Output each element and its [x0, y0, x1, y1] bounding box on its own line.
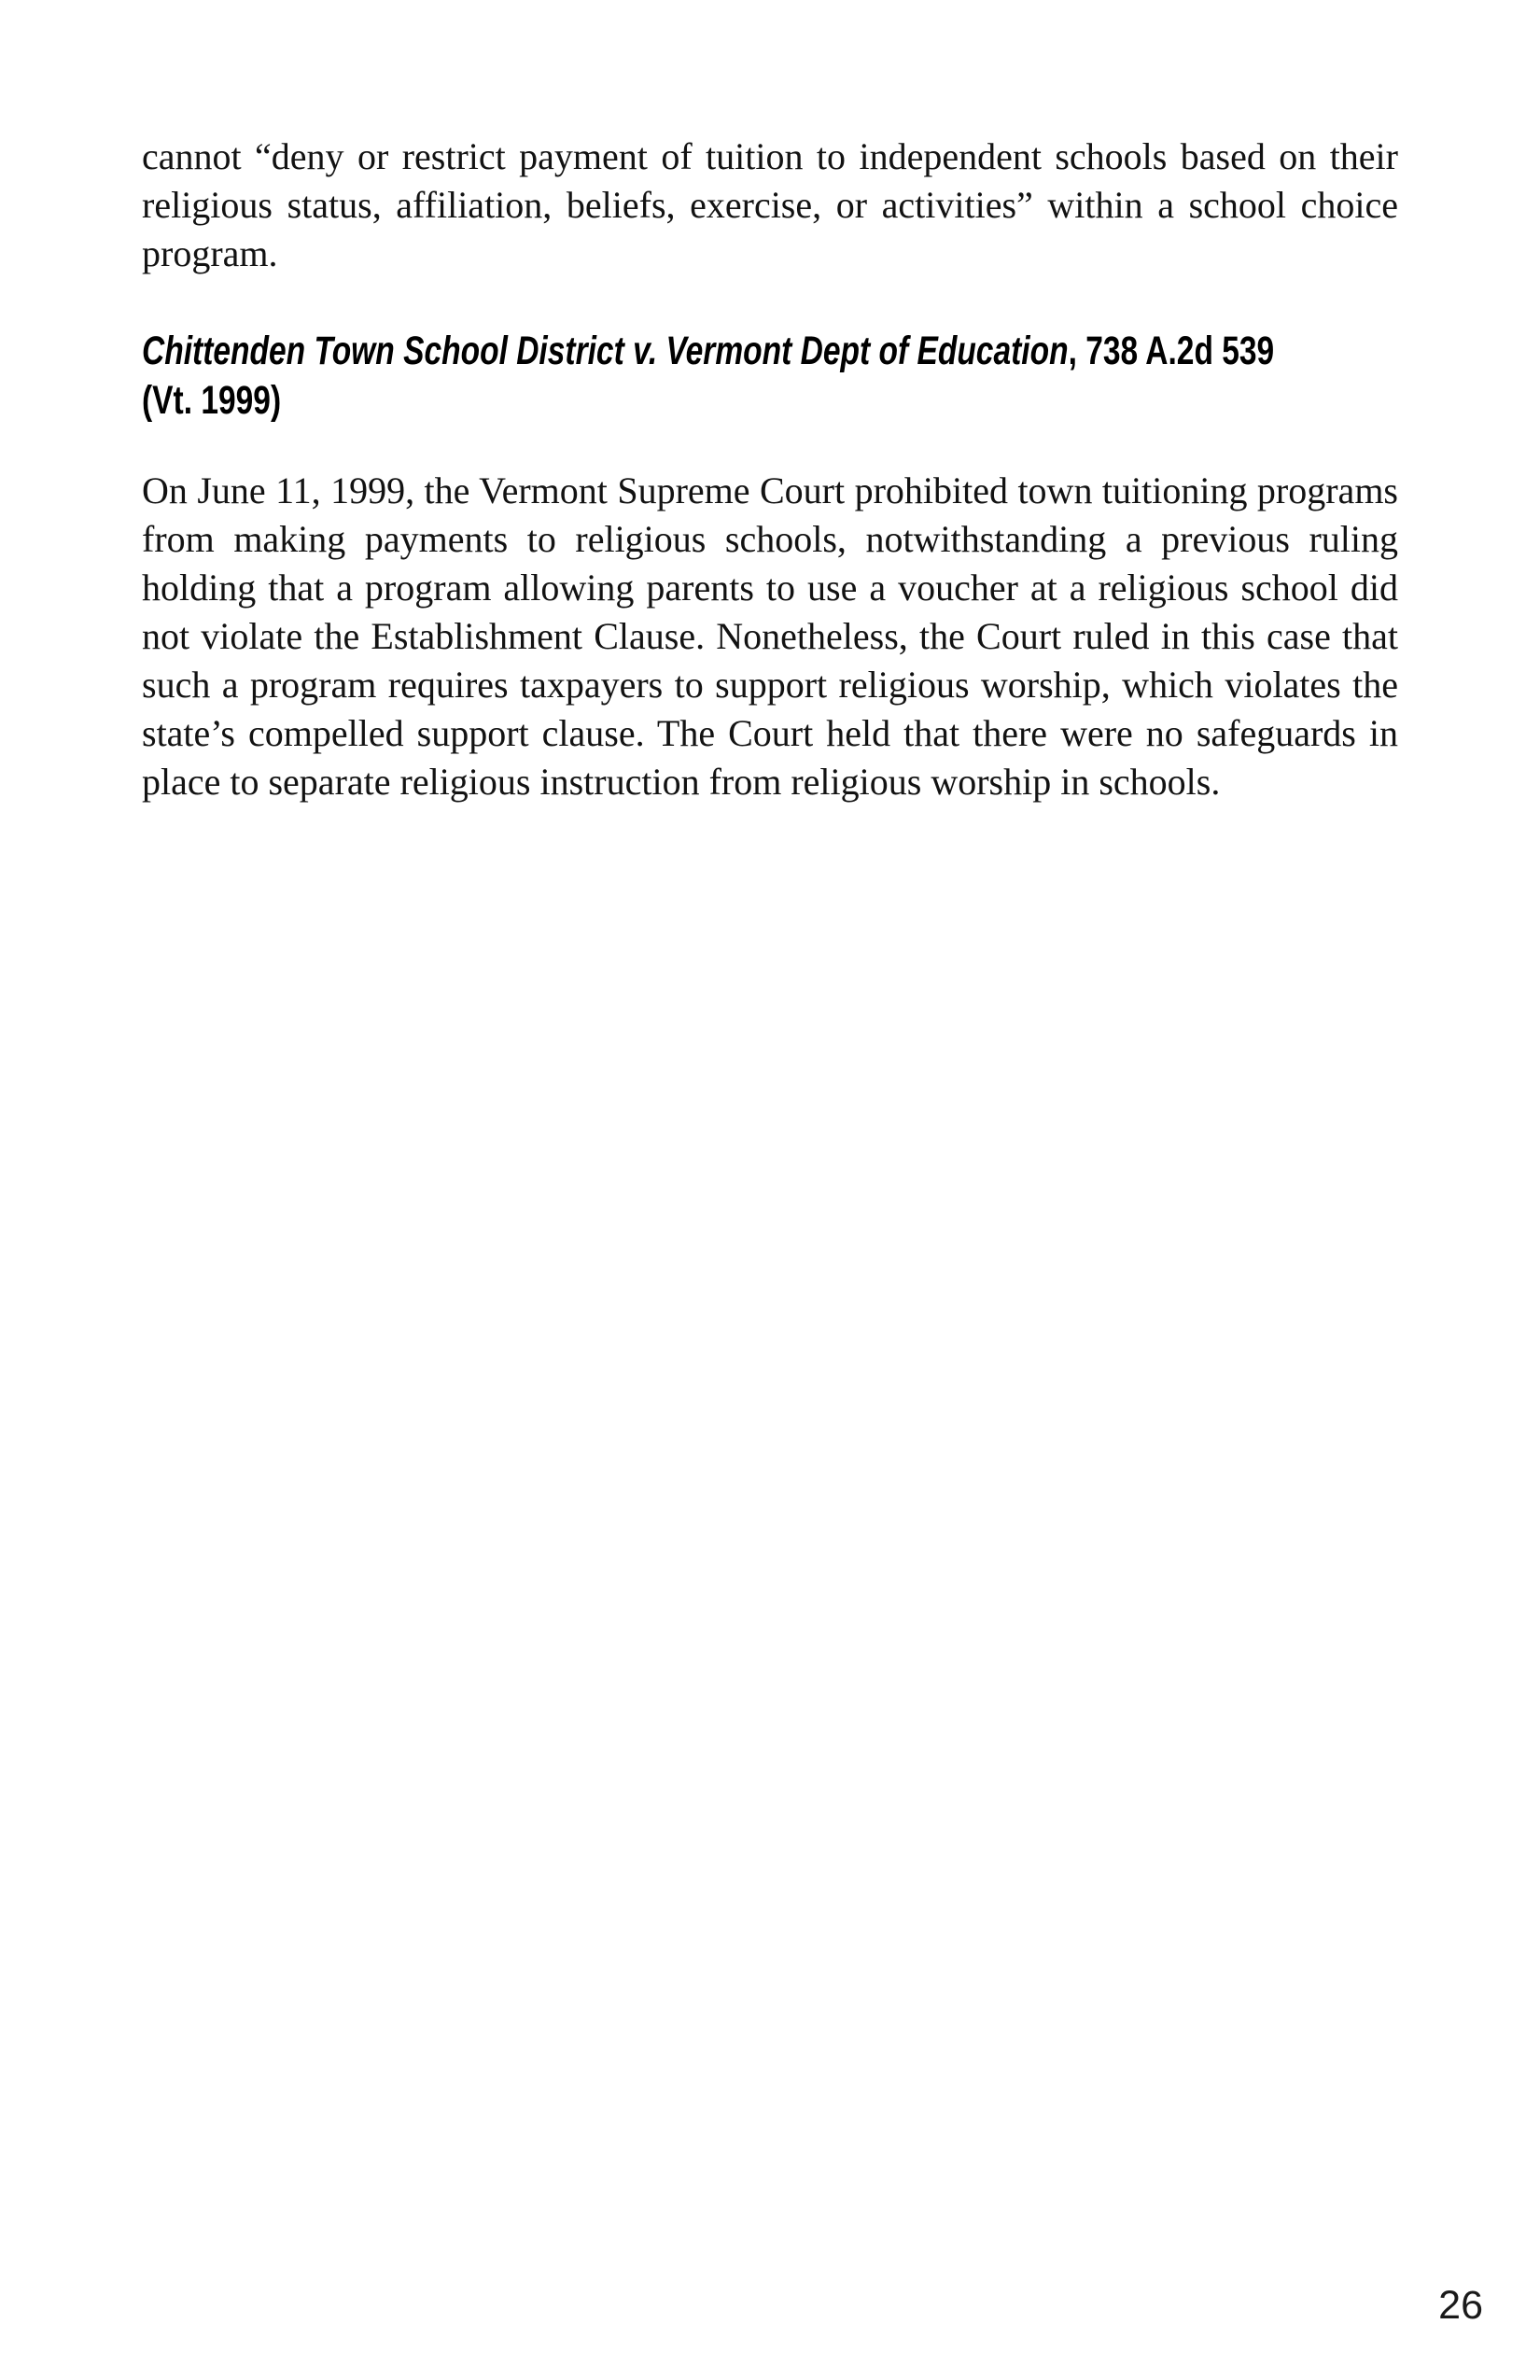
- text-block: [142, 133, 1398, 806]
- case-citation: , 738 A.2d 539: [1068, 329, 1275, 373]
- paragraph-quote: cannot “deny or restrict payment of tuition to independent schools based on their religious status, affiliation, beliefs, exercise, or activities” within a school choice program.: [142, 135, 1398, 274]
- case-heading: [142, 327, 1275, 426]
- case-citation-year: (Vt. 1999): [142, 378, 282, 423]
- paragraph-case-summary: On June 11, 1999, the Vermont Supreme Court prohibited town tuitioning programs from making payments to religious schools, notwithstanding a previous ruling holding that a program allowing parents to use a voucher at a religious school did not violate the Establishment Clause. Nonetheless, the Court ruled in this case that such a program requires taxpayers to support religious worship, which violates the state’s compelled support clause. The Court held that there were no safeguards in place to separate religious instruction from religious worship in schools.: [142, 469, 1398, 803]
- page-number: 26: [1438, 2283, 1483, 2328]
- case-name: Chittenden Town School District v. Vermont Dept of Education: [142, 329, 1069, 373]
